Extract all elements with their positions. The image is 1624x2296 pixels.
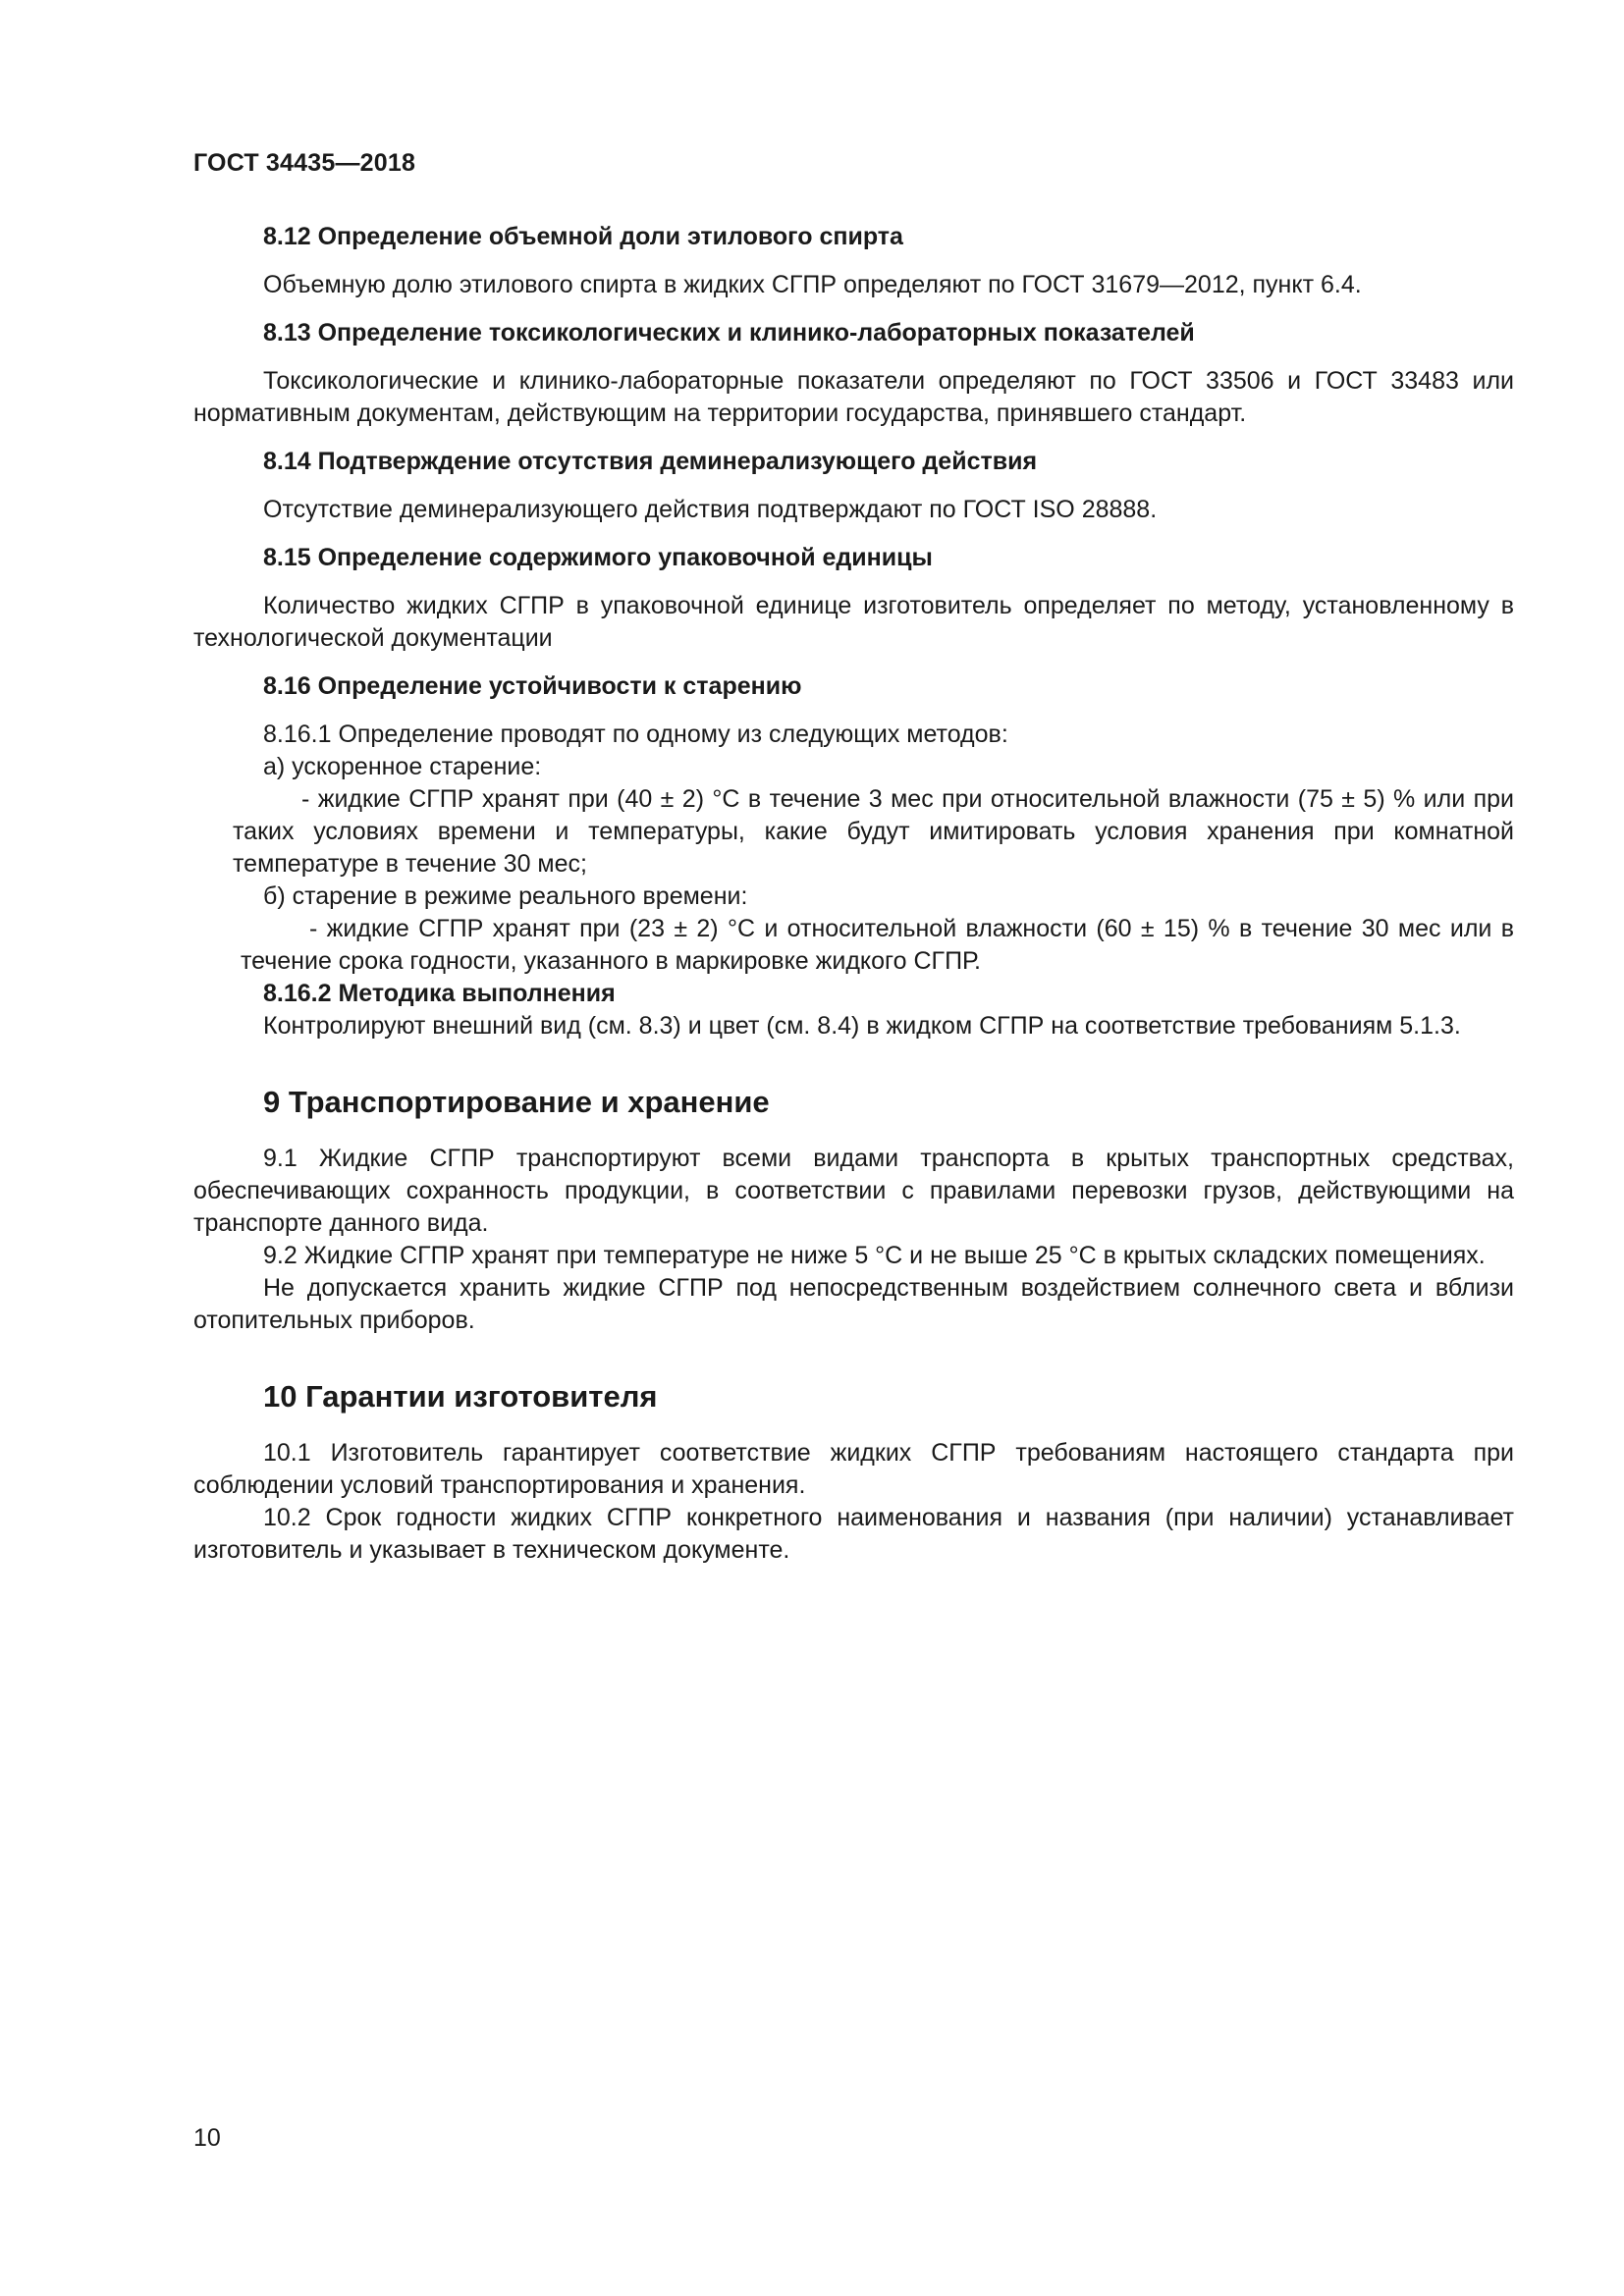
list-item-a-detail: - жидкие СГПР хранят при (40 ± 2) °С в течение 3 мес при относительной влажности (75 ± 5) % или при таких условиях времени и температуры, какие будут имитировать условия хранения при комнатной температуре в течение 30 мес;: [233, 785, 1514, 878]
list-item-b: б) старение в режиме реального времени:: [263, 882, 748, 910]
paragraph-8-16-2: Контролируют внешний вид (см. 8.3) и цвет (см. 8.4) в жидком СГПР на соответствие требованиям 5.1.3.: [263, 1012, 1461, 1040]
document-header: ГОСТ 34435—2018: [193, 149, 416, 177]
paragraph-8-15: Количество жидких СГПР в упаковочной единице изготовитель определяет по методу, установленному в технологической документации: [193, 592, 1514, 652]
paragraph-8-12: Объемную долю этилового спирта в жидких СГПР определяют по ГОСТ 31679—2012, пункт 6.4.: [263, 271, 1362, 298]
paragraph-9-2: 9.2 Жидкие СГПР хранят при температуре не ниже 5 °С и не выше 25 °С в крытых складских помещениях.: [263, 1242, 1486, 1269]
paragraph-8-13: Токсикологические и клинико-лабораторные показатели определяют по ГОСТ 33506 и ГОСТ 33483 или нормативным документам, действующим на территории государства, принявшего стандарт.: [193, 367, 1514, 427]
list-item-b-detail: - жидкие СГПР хранят при (23 ± 2) °С и относительной влажности (60 ± 15) % в течение 30 мес или в течение срока годности, указанного в маркировке жидкого СГПР.: [241, 915, 1514, 975]
page-number: 10: [193, 2124, 221, 2152]
heading-8-16: 8.16 Определение устойчивости к старению: [263, 672, 802, 700]
list-item-a: а) ускоренное старение:: [263, 753, 542, 780]
document-body: [193, 221, 1514, 1567]
heading-8-13: 8.13 Определение токсикологических и клинико-лабораторных показателей: [263, 319, 1195, 347]
paragraph-8-14: Отсутствие деминерализующего действия подтверждают по ГОСТ ISO 28888.: [263, 496, 1158, 523]
paragraph-8-16-1: 8.16.1 Определение проводят по одному из следующих методов:: [263, 721, 1008, 748]
paragraph-10-1: 10.1 Изготовитель гарантирует соответствие жидких СГПР требованиям настоящего стандарта при соблюдении условий транспортирования и хранения.: [193, 1439, 1514, 1499]
section-10-title: 10 Гарантии изготовителя: [263, 1379, 658, 1414]
heading-8-12: 8.12 Определение объемной доли этилового спирта: [263, 223, 903, 250]
paragraph-10-2: 10.2 Срок годности жидких СГПР конкретного наименования и названия (при наличии) устанавливает изготовитель и указывает в техническом документе.: [193, 1504, 1514, 1564]
section-9-title: 9 Транспортирование и хранение: [263, 1085, 770, 1119]
heading-8-14: 8.14 Подтверждение отсутствия деминерализующего действия: [263, 448, 1038, 475]
heading-8-15: 8.15 Определение содержимого упаковочной единицы: [263, 544, 933, 571]
paragraph-9-3: Не допускается хранить жидкие СГПР под непосредственным воздействием солнечного света и вблизи отопительных приборов.: [193, 1274, 1514, 1334]
paragraph-9-1: 9.1 Жидкие СГПР транспортируют всеми видами транспорта в крытых транспортных средствах, обеспечивающих сохранность продукции, в соответствии с правилами перевозки грузов, действующими на транспорте данного вида.: [193, 1145, 1514, 1237]
heading-8-16-2: 8.16.2 Методика выполнения: [263, 980, 616, 1007]
